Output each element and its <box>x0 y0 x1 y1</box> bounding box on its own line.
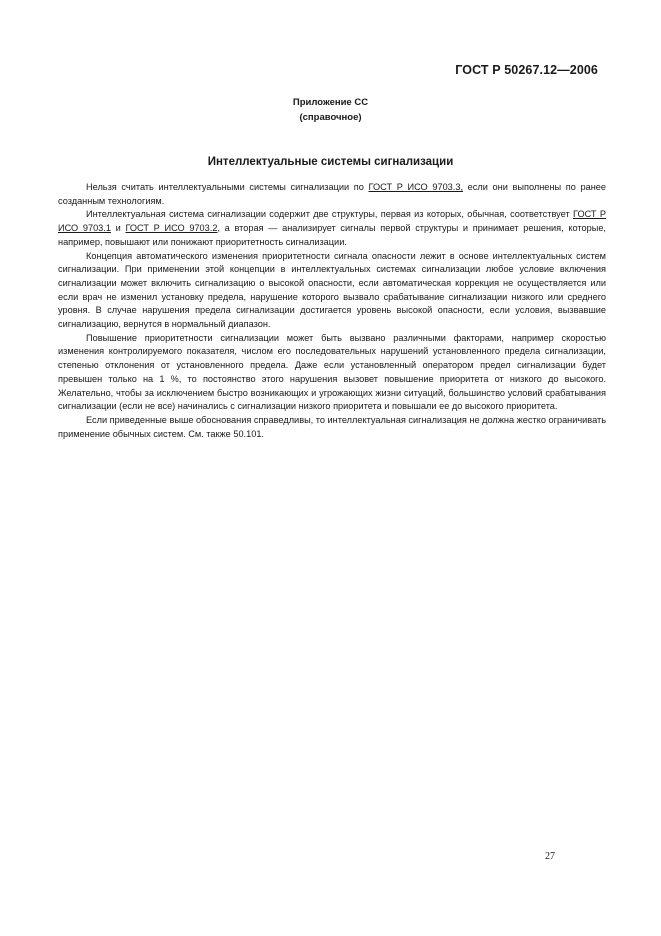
paragraph <box>58 181 606 208</box>
page-number: 27 <box>545 851 555 862</box>
paragraph-text: если они выполнены по ранее созданным технологиям. <box>58 182 606 206</box>
appendix-label: Приложение СС <box>292 97 369 108</box>
standard-reference-link[interactable]: ГОСТ Р ИСО 9703.3, <box>368 182 464 192</box>
paragraph: Повышение приоритетности сигнализации может быть вызвано различными факторами, например скоростью изменения контролируемого показателя, числом его последовательных нарушений установленного предела сигнализации, степенью отклонения от установленного предела. Даже если установленный оператором предел сигнализации будет превышен только на 1 %, то постоянство этого нарушения вызовет повышение приоритета от низкого до высокого. Желательно, чтобы за исключением быстро возникающих и угрожающих жизни ситуаций, большинство условий срабатывания сигнализации (если не все) начинались с сигнализации низкого приоритета и повышали ее до высокого приоритета. <box>58 332 606 412</box>
paragraph: Концепция автоматического изменения приоритетности сигнала опасности лежит в основе интеллектуальных систем сигнализации. При применении этой концепции в интеллектуальных системах сигнализации любое условие включения сигнализации может включить сигнализацию о высокой опасности, если автоматическая коррекция не осуществляется или если врач не изменил установку предела, нарушение которого вызвало срабатывание сигнализации низкого или среднего уровня. В случае нарушения предела сигнализации достигается уровень высокой опасности, если условия, вызвавшие сигнализацию, вернутся в нормальный диапазон. <box>58 250 606 330</box>
document-body <box>58 181 606 441</box>
paragraph-text: и <box>110 223 126 234</box>
paragraph-text: Нельзя считать интеллектуальными системы сигнализации по <box>86 182 369 192</box>
appendix-heading <box>0 95 661 125</box>
paragraph <box>58 208 606 249</box>
paragraph: Если приведенные выше обоснования справедливы, то интеллектуальная сигнализация не должна жестко ограничивать применение обычных систем. См. также 50.101. <box>58 414 606 439</box>
section-title: Интеллектуальные системы сигнализации <box>207 156 454 168</box>
standard-reference-link[interactable]: ГОСТ Р ИСО 9703.2 <box>125 223 218 234</box>
standard-reference-link[interactable]: ГОСТ Р ИСО 9703.1 <box>58 209 607 234</box>
appendix-type: (справочное) <box>299 112 362 123</box>
paragraph-text: Интеллектуальная система сигнализации содержит две структуры, первая из которых, обычная, соответствует <box>86 209 573 220</box>
document-header-code: ГОСТ Р 50267.12—2006 <box>455 63 598 77</box>
paragraph-text: , а вторая — анализирует сигналы первой структуры и принимает решения, которые, например, повышают или понижают приоритетность сигнализации. <box>58 223 606 247</box>
